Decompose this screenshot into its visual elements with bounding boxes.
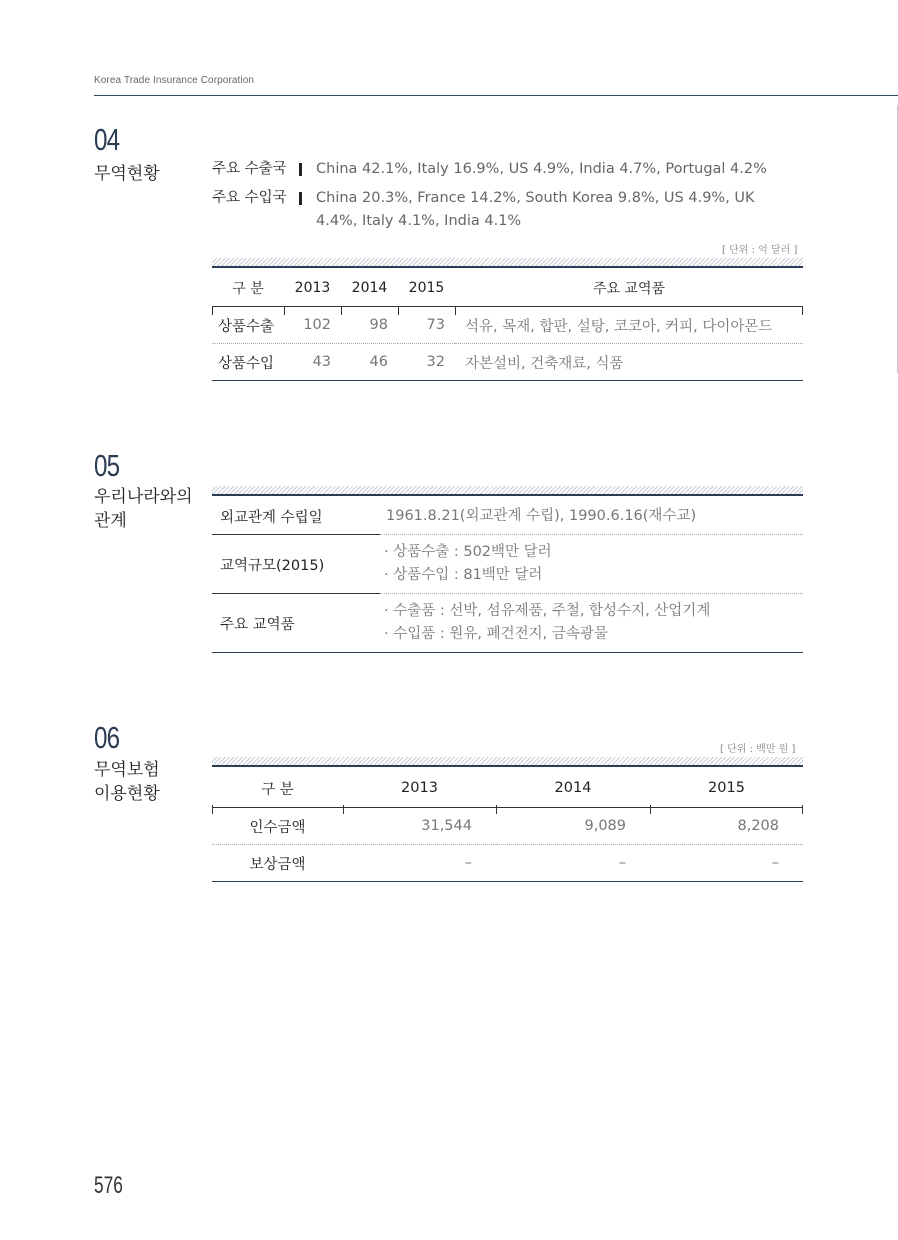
export-partners-value: China 42.1%, Italy 16.9%, US 4.9%, India 4.7%, Portugal 4.2% — [316, 161, 767, 177]
table-unit-label: [ 단위 : 백만 원 ] — [720, 744, 796, 755]
cell-2015: 32 — [398, 344, 455, 381]
column-tick — [212, 306, 213, 315]
import-partners-value: China 20.3%, France 14.2%, South Korea 9.8%, US 4.9%, UK 4.4%, Italy 4.1%, India 4.1% — [316, 190, 755, 229]
row-label: 상품수출 — [212, 307, 284, 344]
section-05-title-line1: 우리나라와의 — [94, 487, 193, 507]
col-header-2014: 2014 — [496, 769, 650, 808]
page-number: 576 — [94, 1172, 123, 1199]
cell-2013: 31,544 — [343, 808, 496, 845]
column-tick — [650, 805, 651, 814]
col-header-2015: 2015 — [650, 769, 803, 808]
insurance-table — [212, 769, 803, 882]
column-tick — [802, 805, 803, 814]
row-label: 보상금액 — [212, 845, 343, 882]
row-label: 외교관계 수립일 — [212, 498, 380, 535]
table-row — [212, 808, 803, 845]
value-line: · 수입품 : 원유, 폐건전지, 금속광물 — [384, 626, 608, 642]
separator-bar — [299, 163, 302, 176]
cell-2014: 9,089 — [496, 808, 650, 845]
col-header-2015: 2015 — [398, 270, 455, 307]
column-tick — [341, 306, 342, 315]
column-tick — [398, 306, 399, 315]
table-row — [212, 535, 803, 594]
cell-2015: 73 — [398, 307, 455, 344]
section-06-title — [94, 758, 160, 806]
table-row — [212, 307, 803, 344]
export-partners-label: 주요 수출국 — [212, 161, 287, 177]
section-05-title — [94, 485, 193, 533]
cell-2014: 98 — [341, 307, 398, 344]
row-label: 교역규모(2015) — [212, 535, 380, 594]
table-top-hatch — [212, 757, 803, 767]
table-row — [212, 594, 803, 653]
row-label: 주요 교역품 — [212, 594, 380, 653]
trade-table — [212, 270, 803, 381]
row-value — [380, 535, 803, 594]
cell-2014: – — [496, 845, 650, 882]
value-line: · 상품수출 : 502백만 달러 — [384, 544, 552, 560]
section-06-number: 06 — [94, 720, 120, 755]
column-tick — [802, 306, 803, 315]
section-06-title-line1: 무역보험 — [94, 760, 160, 780]
cell-2013: 43 — [284, 344, 341, 381]
cell-2015: – — [650, 845, 803, 882]
header-divider — [94, 95, 898, 96]
value-line: · 상품수입 : 81백만 달러 — [384, 567, 543, 583]
column-tick — [343, 805, 344, 814]
column-tick — [455, 306, 456, 315]
section-06-title-line2: 이용현황 — [94, 784, 160, 804]
cell-2014: 46 — [341, 344, 398, 381]
cell-goods: 석유, 목재, 합판, 설탕, 코코아, 커피, 다이아몬드 — [455, 307, 803, 344]
cell-2013: – — [343, 845, 496, 882]
row-label: 인수금액 — [212, 808, 343, 845]
section-05-title-line2: 관계 — [94, 511, 127, 531]
separator-bar — [299, 192, 302, 205]
col-header-2013: 2013 — [343, 769, 496, 808]
table-top-hatch — [212, 486, 803, 496]
relations-table — [212, 498, 803, 653]
cell-2015: 8,208 — [650, 808, 803, 845]
table-row — [212, 344, 803, 381]
table-row — [212, 845, 803, 882]
col-header-category: 구 분 — [212, 769, 343, 808]
section-04-number: 04 — [94, 122, 120, 157]
col-header-2014: 2014 — [341, 270, 398, 307]
column-tick — [496, 805, 497, 814]
value-line: 1961.8.21(외교관계 수립), 1990.6.16(재수교) — [386, 507, 697, 524]
value-line: · 수출품 : 선박, 섬유제품, 주철, 합성수지, 산업기계 — [384, 603, 711, 619]
import-partners-label: 주요 수입국 — [212, 190, 287, 206]
row-label: 상품수입 — [212, 344, 284, 381]
column-tick — [212, 805, 213, 814]
col-header-2013: 2013 — [284, 270, 341, 307]
cell-goods: 자본설비, 건축재료, 식품 — [455, 344, 803, 381]
table-row — [212, 498, 803, 535]
header-org-name: Korea Trade Insurance Corporation — [94, 75, 255, 86]
table-unit-label: [ 단위 : 억 달러 ] — [722, 245, 798, 256]
cell-2013: 102 — [284, 307, 341, 344]
row-value — [380, 498, 803, 535]
col-header-category: 구 분 — [212, 270, 284, 307]
section-05-number: 05 — [94, 448, 120, 483]
row-value — [380, 594, 803, 653]
col-header-goods: 주요 교역품 — [455, 270, 803, 307]
section-04-title: 무역현황 — [94, 164, 160, 184]
table-top-hatch — [212, 258, 803, 268]
column-tick — [284, 306, 285, 315]
